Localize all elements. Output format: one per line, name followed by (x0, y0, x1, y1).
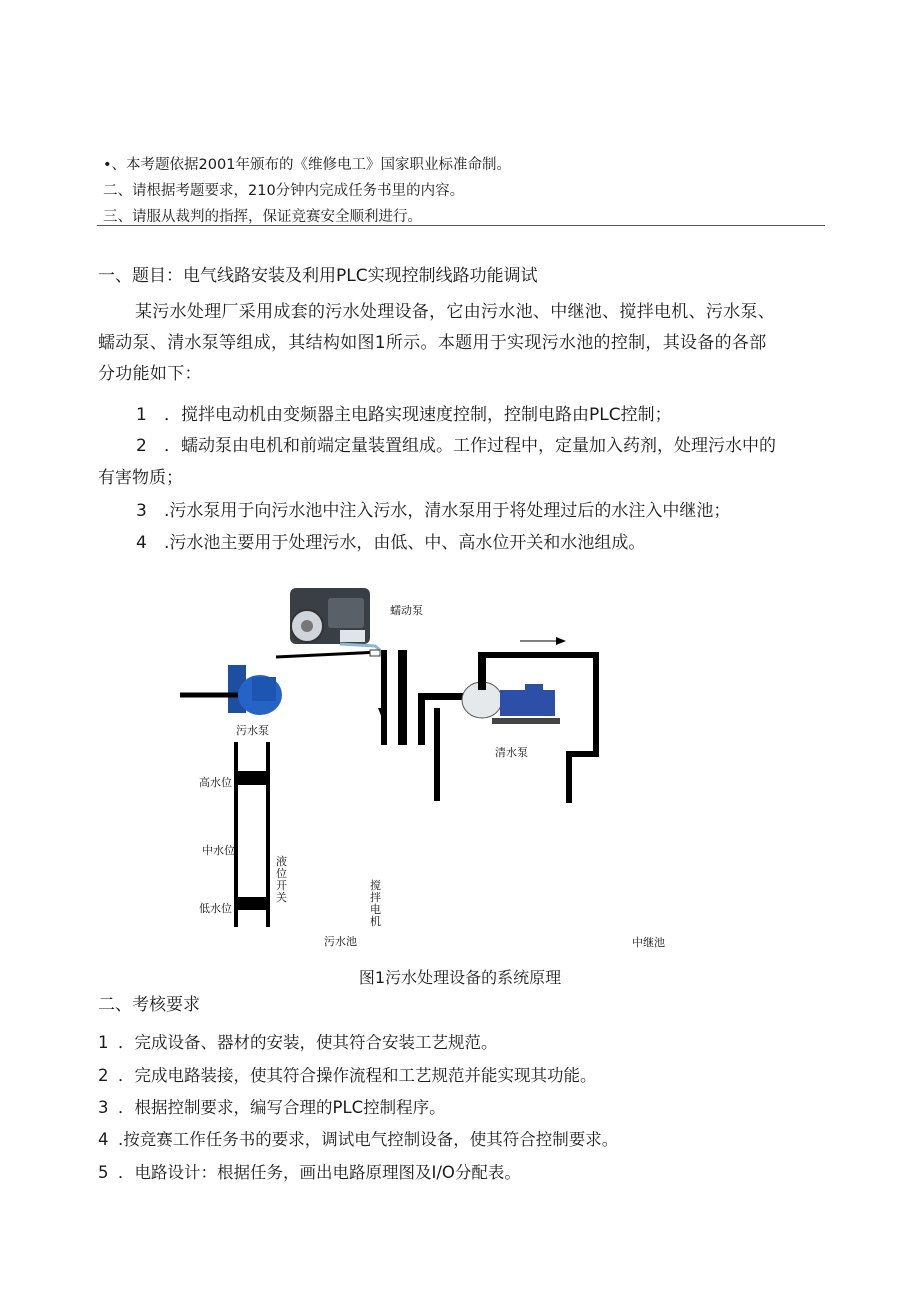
note-3: 三、请服从裁判的指挥，保证竞赛安全顺利进行。 (103, 209, 422, 225)
list-item: 1 ．搅拌电动机由变频器主电路实现速度控制，控制电路由PLC控制； (136, 405, 672, 425)
divider (97, 225, 825, 226)
list-item-continuation: 有害物质； (98, 468, 183, 488)
system-diagram (180, 580, 680, 950)
clear-pump-illustration (462, 682, 560, 724)
figure-caption: 图1污水处理设备的系统原理 (358, 968, 562, 987)
list-item: 2 ．蠕动泵由电机和前端定量装置组成。工作过程中，定量加入药剂，处理污水中的 (136, 436, 776, 456)
label-high-level: 高水位 (199, 776, 232, 789)
list-item: 3 .污水泵用于向污水池中注入污水，清水泵用于将处理过后的水注入中继池； (136, 501, 731, 521)
intro-line-2: 蠕动泵、清水泵等组成，其结构如图1所示。本题用于实现污水池的控制，其设备的各部 (98, 333, 767, 353)
label-mid-level: 中水位 (202, 844, 235, 857)
section2-heading: 二、考核要求 (98, 995, 200, 1015)
label-relay-tank: 中继池 (632, 936, 665, 949)
peristaltic-pump-illustration (290, 588, 370, 644)
label-level-switch: 液位开关 (276, 855, 287, 904)
label-mixer-motor: 搅拌电机 (370, 879, 381, 928)
note-2: 二、请根据考题要求，210分钟内完成任务书里的内容。 (103, 183, 465, 199)
section1-heading: 一、题目：电气线路安装及利用PLC实现控制线路功能调试 (98, 266, 538, 286)
section1-intro (98, 297, 838, 390)
list-item: 1 ．完成设备、器材的安装，使其符合安装工艺规范。 (98, 1033, 498, 1052)
list-item: 4 .按竞赛工作任务书的要求，调试电气控制设备，使其符合控制要求。 (98, 1130, 619, 1149)
label-clear-pump: 清水泵 (495, 746, 528, 759)
list-item: 2 ．完成电路装接，使其符合操作流程和工艺规范并能实现其功能。 (98, 1066, 597, 1085)
list-item: 4 .污水池主要用于处理污水，由低、中、高水位开关和水池组成。 (136, 533, 646, 553)
list-item: 5 ．电路设计：根据任务，画出电路原理图及I/O分配表。 (98, 1163, 521, 1182)
list-item: 3 ．根据控制要求，编写合理的PLC控制程序。 (98, 1098, 446, 1117)
label-low-level: 低水位 (199, 902, 232, 915)
label-sewage-tank: 污水池 (324, 935, 357, 948)
note-1: •、本考题依据2001年颁布的《维修电工》国家职业标准命制。 (103, 157, 511, 173)
intro-line-1: 某污水处理厂采用成套的污水处理设备，它由污水池、中继池、搅拌电机、污水泵、 (135, 302, 776, 322)
label-peristaltic-pump: 蠕动泵 (390, 604, 423, 617)
label-sewage-pump: 污水泵 (236, 724, 269, 737)
intro-line-3: 分功能如下： (98, 364, 202, 384)
sewage-pump-illustration (180, 665, 282, 715)
